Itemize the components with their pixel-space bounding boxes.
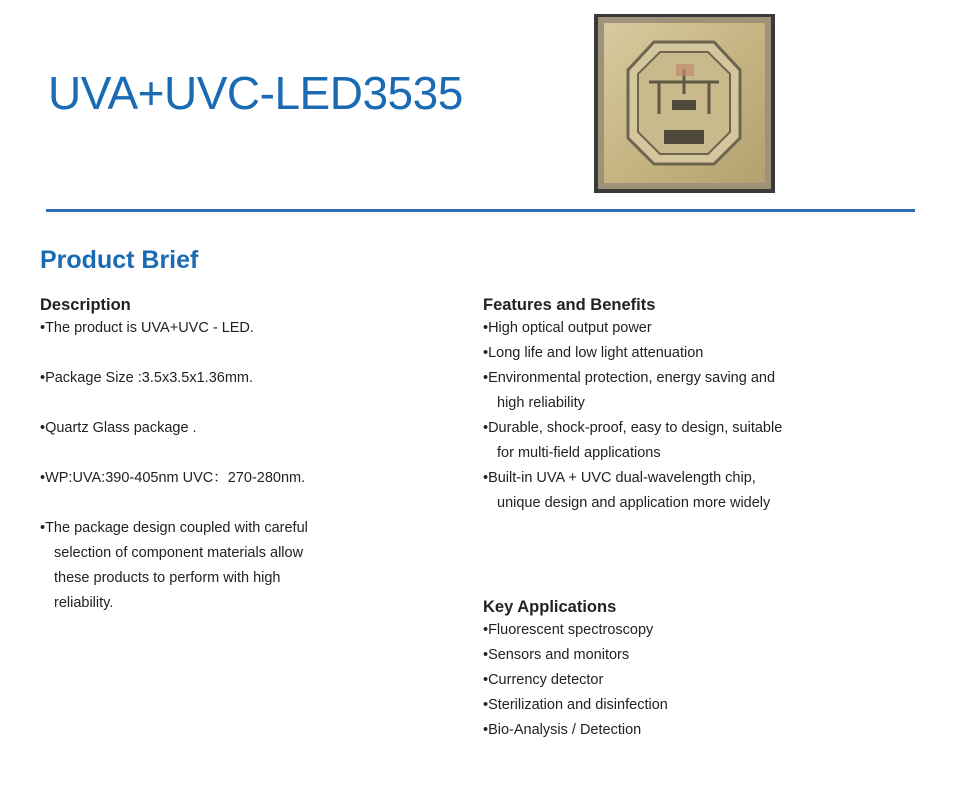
applications-column [483,596,923,743]
application-item: •Currency detector [483,672,604,688]
description-item: •The package design coupled with careful [40,520,308,536]
description-column [40,294,460,616]
description-heading: Description [40,296,131,314]
page-title: UVA+UVC-LED3535 [48,67,463,119]
header-divider [46,209,915,212]
features-column [483,294,923,516]
description-item: •Package Size :3.5x3.5x1.36mm. [40,370,254,386]
description-item: •WP:UVA:390-405nm UVC：270-280nm. [40,470,306,486]
application-item: •Fluorescent spectroscopy [483,622,654,638]
feature-item: •Durable, shock-proof, easy to design, suitable [483,420,783,436]
led-chip-image [594,14,775,193]
feature-item-continued: unique design and application more widely [497,495,771,511]
application-item: •Sensors and monitors [483,647,630,663]
description-item: •The product is UVA+UVC - LED. [40,320,254,336]
application-item: •Sterilization and disinfection [483,697,668,713]
application-item: •Bio-Analysis / Detection [483,722,642,738]
description-item-continued: these products to perform with high [54,570,281,586]
description-item-continued: reliability. [54,595,114,611]
feature-item: •Built-in UVA + UVC dual-wavelength chip, [483,470,756,486]
description-item: •Quartz Glass package . [40,420,197,436]
feature-item: •Long life and low light attenuation [483,345,704,361]
section-title: Product Brief [40,246,199,274]
applications-heading: Key Applications [483,598,617,616]
feature-item: •Environmental protection, energy saving and [483,370,776,386]
feature-item-continued: high reliability [497,395,585,411]
features-heading: Features and Benefits [483,296,656,314]
feature-item: •High optical output power [483,320,652,336]
description-item-continued: selection of component materials allow [54,545,304,561]
feature-item-continued: for multi-field applications [497,445,661,461]
